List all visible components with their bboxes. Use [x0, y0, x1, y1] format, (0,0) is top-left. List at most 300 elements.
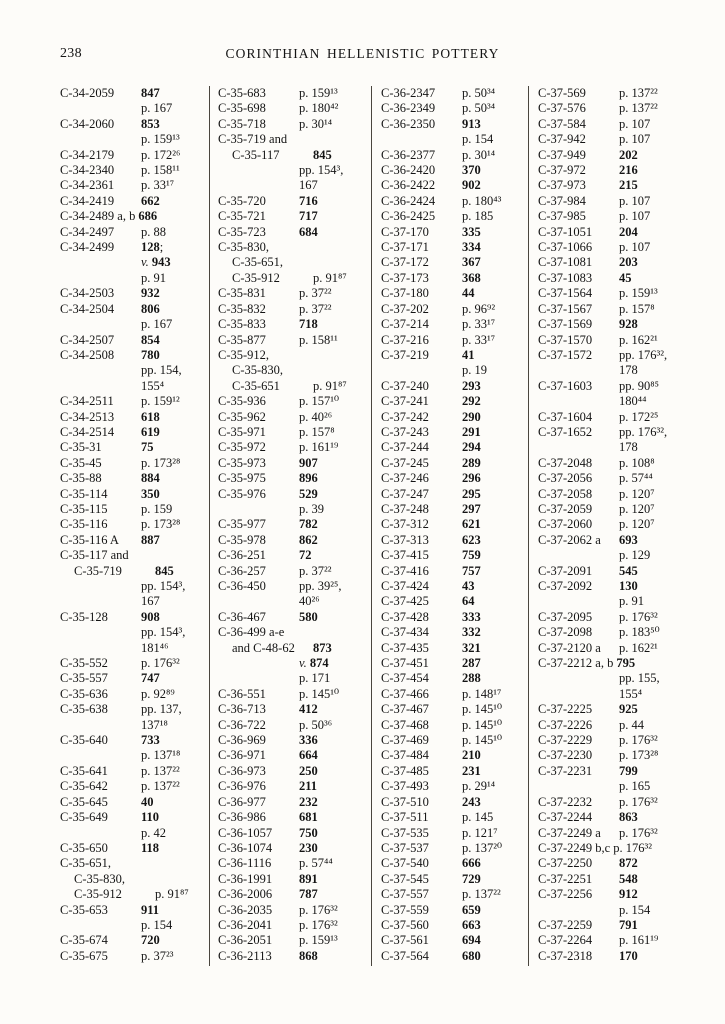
entry-catalog-number: 693 [619, 532, 638, 547]
entry-page-ref: pp. 155, [619, 671, 660, 686]
entry-page-ref: p. 171 [299, 671, 331, 686]
entry-row [60, 271, 209, 286]
entry-id: C-35-721 [218, 209, 266, 224]
concordance-column-2 [209, 86, 371, 966]
entry-id: C-36-2113 [218, 948, 272, 963]
entry-page-ref: p. 137²² [619, 86, 658, 100]
entry-catalog-number: 287 [462, 656, 481, 671]
entry-row [381, 733, 528, 748]
entry-row [538, 841, 675, 856]
entry-page-ref: p. 158¹¹ [299, 332, 338, 347]
entry-row [218, 610, 371, 625]
entry-id [218, 163, 299, 178]
entry-catalog-number: 686 [138, 209, 158, 224]
entry-page-ref: 167 [299, 178, 318, 193]
entry-page-ref: p. 120⁷ [619, 517, 655, 532]
entry-row [60, 348, 209, 363]
entry-page-ref: p. 157⁸ [619, 301, 655, 316]
entry-id: C-37-240 [381, 378, 429, 393]
entry-row [381, 471, 528, 486]
entry-row [60, 225, 209, 240]
entry-row [538, 795, 675, 810]
entry-row [381, 456, 528, 471]
entry-page-ref: p. 154 [462, 132, 494, 147]
entry-row [218, 872, 371, 887]
entry-catalog-number: 662 [141, 193, 160, 208]
entry-id [538, 903, 619, 918]
entry-row [218, 394, 371, 409]
entry-row [60, 918, 209, 933]
entry-id: C-36-2051 [218, 933, 273, 948]
entry-page-ref: p. 19 [462, 363, 487, 378]
entry-id: C-36-2006 [218, 887, 273, 902]
entry-catalog-number: 128; [141, 240, 164, 255]
entry-row [218, 317, 371, 332]
entry-id [538, 671, 619, 686]
entry-page-ref: p. 137¹⁸ [141, 748, 181, 763]
entry-row [538, 533, 675, 548]
entry-catalog-number: 925 [619, 702, 638, 717]
entry-catalog-number: 887 [141, 532, 160, 547]
entry-page-ref: p. 145¹⁰ [299, 686, 340, 701]
entry-page-ref: pp. 154³, [141, 579, 186, 593]
entry-row [60, 425, 209, 440]
entry-row [381, 610, 528, 625]
concordance-column-1 [60, 86, 209, 966]
entry-id: C-35-833 [218, 317, 266, 332]
entry-id: C-35-719 and [218, 132, 288, 147]
entry-id: C-37-1604 [538, 409, 593, 424]
entry-row [60, 949, 209, 964]
entry-row [381, 255, 528, 270]
entry-page-ref: 178 [619, 363, 638, 378]
entry-id: C-35-640 [60, 733, 108, 748]
entry-catalog-number: 250 [299, 763, 318, 778]
entry-catalog-number: 290 [462, 409, 481, 424]
entry-row [381, 425, 528, 440]
entry-id [538, 687, 619, 702]
entry-row [538, 286, 675, 301]
entry-row [218, 517, 371, 532]
entry-row [538, 702, 675, 717]
entry-row [60, 502, 209, 517]
entry-catalog-number: 863 [619, 810, 638, 825]
entry-row [381, 502, 528, 517]
entry-id: C-35-831 [218, 286, 266, 301]
entry-page-ref: p. 50³⁴ [462, 101, 496, 116]
entry-id: C-37-561 [381, 933, 429, 948]
entry-catalog-number: 333 [462, 609, 481, 624]
entry-id: C-36-977 [218, 794, 266, 809]
entry-id [538, 548, 619, 563]
entry-catalog-number: 845 [313, 147, 332, 162]
entry-id: C-37-313 [381, 532, 429, 547]
entry-id: C-35-830, [232, 363, 284, 378]
entry-id: C-36-1057 [218, 825, 273, 840]
entry-id: C-37-535 [381, 825, 429, 840]
entry-id: C-36-2041 [218, 917, 273, 932]
entry-catalog-number: 847 [141, 86, 160, 100]
entry-catalog-number: 294 [462, 440, 481, 455]
entry-row [381, 826, 528, 841]
entry-id: C-37-1570 [538, 332, 593, 347]
entry-id: C-35-636 [60, 686, 108, 701]
entry-row [381, 410, 528, 425]
entry-row [218, 810, 371, 825]
entry-catalog-number: 684 [299, 224, 318, 239]
entry-row [218, 240, 371, 255]
entry-row [381, 687, 528, 702]
entry-catalog-number: 853 [141, 116, 160, 131]
entry-catalog-number: 782 [299, 517, 318, 532]
entry-row [538, 255, 675, 270]
entry-row [60, 132, 209, 147]
entry-id: C-37-2120 a [538, 640, 601, 655]
entry-row [218, 949, 371, 964]
entry-id: C-35-651, [232, 255, 284, 270]
entry-id: C-35-936 [218, 394, 266, 409]
entry-id: C-35-128 [60, 609, 108, 624]
entry-id [218, 656, 299, 671]
entry-id: C-37-1567 [538, 301, 593, 316]
entry-id: C-34-2179 [60, 147, 115, 162]
entry-row [538, 579, 675, 594]
entry-page-ref: p. 145¹⁰ [462, 702, 503, 717]
entry-row [381, 810, 528, 825]
entry-row [60, 548, 209, 563]
entry-row [60, 872, 209, 887]
entry-id: C-36-1991 [218, 871, 273, 886]
entry-page-ref: p. 145¹⁰ [462, 717, 503, 732]
entry-id: C-37-467 [381, 702, 429, 717]
entry-id [381, 363, 462, 378]
entry-row [60, 810, 209, 825]
entry-id: C-35-117 and [60, 548, 129, 563]
entry-catalog-number: 902 [462, 178, 481, 193]
entry-id: C-34-2504 [60, 301, 115, 316]
entry-catalog-number: 907 [299, 455, 318, 470]
entry-row [60, 209, 209, 224]
entry-id [60, 363, 141, 378]
entry-id: C-37-2226 [538, 717, 593, 732]
entry-row [538, 117, 675, 132]
entry-page-ref: 155⁴ [141, 378, 165, 393]
entry-page-ref: p. 176³² [613, 840, 652, 855]
entry-row [381, 317, 528, 332]
entry-id: C-36-1074 [218, 840, 273, 855]
entry-page-ref: p. 161¹⁹ [299, 440, 339, 455]
entry-id: C-35-832 [218, 301, 266, 316]
entry-catalog-number: 216 [619, 163, 638, 178]
entry-row [381, 656, 528, 671]
entry-row [538, 209, 675, 224]
entry-catalog-number: 367 [462, 255, 481, 270]
entry-row [60, 194, 209, 209]
entry-page-ref: p. 157¹⁰ [299, 394, 340, 409]
entry-catalog-number: 747 [141, 671, 160, 686]
entry-id: C-35-675 [60, 948, 108, 963]
entry-row [538, 348, 675, 363]
entry-id: C-37-2256 [538, 887, 593, 902]
entry-id [60, 255, 141, 270]
entry-id [218, 502, 299, 517]
entry-row [381, 671, 528, 686]
entry-row [538, 101, 675, 116]
entry-row [381, 764, 528, 779]
entry-page-ref: p. 108⁸ [619, 455, 655, 470]
entry-catalog-number: 891 [299, 871, 318, 886]
entry-id: C-34-2508 [60, 347, 115, 362]
entry-page-ref: pp. 154³, [299, 163, 344, 178]
entry-id [60, 579, 141, 594]
entry-catalog-number: 716 [299, 193, 318, 208]
entry-row [381, 194, 528, 209]
entry-catalog-number: 854 [141, 332, 160, 347]
entry-id: C-37-2091 [538, 563, 593, 578]
entry-page-ref: p. 145 [462, 810, 494, 825]
entry-row [218, 795, 371, 810]
entry-id: C-37-2062 a [538, 532, 601, 547]
entry-id: C-35-723 [218, 224, 266, 239]
entry-page-ref: p. 165 [619, 779, 651, 794]
entry-id: C-34-2511 [60, 394, 114, 409]
entry-row [381, 625, 528, 640]
entry-page-ref: p. 33¹⁷ [462, 332, 496, 347]
entry-row [381, 641, 528, 656]
entry-id: C-35-117 [232, 147, 280, 162]
entry-page-ref: 180⁴⁴ [619, 394, 647, 409]
entry-page-ref: p. 37²² [299, 301, 332, 316]
entry-page-ref: p. 29¹⁴ [462, 779, 496, 794]
entry-catalog-number: 580 [299, 609, 318, 624]
entry-id: C-37-247 [381, 486, 429, 501]
entry-id: C-36-969 [218, 733, 266, 748]
entry-id: C-35-651, [60, 856, 112, 871]
entry-id: C-37-214 [381, 317, 429, 332]
entry-id: C-37-416 [381, 563, 429, 578]
entry-id: C-35-641 [60, 763, 108, 778]
entry-catalog-number: 43 [462, 579, 475, 593]
entry-id: C-36-2425 [381, 209, 436, 224]
entry-row [538, 671, 675, 686]
entry-catalog-number: 911 [141, 902, 160, 917]
entry-row [538, 718, 675, 733]
entry-page-ref: p. 91⁸⁷ [313, 378, 347, 393]
entry-id: C-35-975 [218, 471, 266, 486]
entry-id: C-37-435 [381, 640, 429, 655]
entry-row [538, 471, 675, 486]
entry-page-ref: p. 159 [141, 501, 173, 516]
entry-row [60, 594, 209, 609]
entry-row [218, 856, 371, 871]
entry-id: C-37-484 [381, 748, 429, 763]
entry-row [381, 579, 528, 594]
entry-row [381, 333, 528, 348]
entry-row [218, 86, 371, 101]
entry-catalog-number: 297 [462, 501, 481, 516]
entry-catalog-number: 720 [141, 933, 160, 948]
entry-id: C-37-2056 [538, 471, 593, 486]
entry-catalog-number: 230 [299, 840, 318, 855]
entry-id: C-35-116 [60, 517, 108, 532]
entry-row [538, 132, 675, 147]
entry-id: C-37-560 [381, 917, 429, 932]
entry-row [60, 517, 209, 532]
entry-id: C-35-973 [218, 455, 266, 470]
entry-page-ref: pp. 137, [141, 702, 182, 717]
entry-row [381, 779, 528, 794]
entry-catalog-number: 232 [299, 794, 318, 809]
entry-id: C-35-115 [60, 501, 108, 516]
entry-id: C-37-537 [381, 840, 429, 855]
entry-id [60, 132, 141, 147]
entry-catalog-number: 296 [462, 471, 481, 486]
entry-catalog-number: 896 [299, 471, 318, 486]
entry-row [218, 456, 371, 471]
entry-page-ref: p. 159¹³ [141, 132, 180, 147]
entry-id: C-36-257 [218, 563, 266, 578]
entry-page-ref: p. 39 [299, 501, 324, 516]
entry-id [538, 440, 619, 455]
entry-row [218, 671, 371, 686]
entry-id: C-37-469 [381, 733, 429, 748]
entry-page-ref: p. 107 [619, 240, 651, 255]
entry-id: C-37-312 [381, 517, 429, 532]
entry-page-ref: p. 57⁴⁴ [299, 856, 333, 871]
entry-id [381, 132, 462, 147]
entry-row [381, 286, 528, 301]
entry-row [60, 379, 209, 394]
entry-id: C-36-2422 [381, 178, 436, 193]
entry-id [60, 826, 141, 841]
vide-prefix: v. [299, 656, 310, 671]
entry-catalog-number: 759 [462, 548, 481, 563]
entry-page-ref: p. 162²¹ [619, 640, 658, 655]
entry-row [381, 132, 528, 147]
entry-row [538, 517, 675, 532]
entry-id: C-35-651 [232, 378, 280, 393]
entry-row [60, 733, 209, 748]
entry-page-ref: p. 57⁴⁴ [619, 471, 653, 486]
entry-id: C-34-2514 [60, 424, 115, 439]
entry-id: C-37-510 [381, 794, 429, 809]
entry-id [538, 779, 619, 794]
entry-catalog-number: 729 [462, 871, 481, 886]
entry-id [60, 748, 141, 763]
entry-catalog-number: 288 [462, 671, 481, 686]
page-number: 238 [60, 46, 82, 61]
entry-row [381, 887, 528, 902]
entry-page-ref: p. 120⁷ [619, 501, 655, 516]
entry-id: C-37-584 [538, 116, 586, 131]
entry-row [218, 841, 371, 856]
entry-row [538, 425, 675, 440]
entry-catalog-number: 332 [462, 625, 481, 640]
entry-row [381, 517, 528, 532]
entry-page-ref: p. 176³² [299, 917, 338, 932]
entry-row [60, 656, 209, 671]
entry-row [381, 178, 528, 193]
entry-row [538, 733, 675, 748]
entry-row [381, 379, 528, 394]
entry-row [538, 949, 675, 964]
entry-id: C-35-877 [218, 332, 266, 347]
entry-catalog-number: 681 [299, 810, 318, 825]
entry-page-ref: p. 176³² [619, 609, 658, 624]
entry-row [538, 86, 675, 101]
entry-row [60, 487, 209, 502]
entry-row [218, 194, 371, 209]
entry-row [218, 656, 371, 671]
entry-id: and C-48-62 [232, 640, 295, 655]
entry-row [60, 641, 209, 656]
entry-row [538, 656, 675, 671]
entry-page-ref: p. 137²² [619, 101, 658, 116]
entry-id: C-36-971 [218, 748, 266, 763]
entry-page-ref: p. 161¹⁹ [619, 933, 659, 948]
concordance-column-3 [371, 86, 528, 966]
entry-row [218, 101, 371, 116]
entry-id: C-37-493 [381, 779, 429, 794]
entry-id: C-37-985 [538, 209, 586, 224]
entry-page-ref: p. 176³² [619, 794, 658, 809]
entry-id [538, 363, 619, 378]
entry-id: C-35-114 [60, 486, 108, 501]
entry-row [381, 394, 528, 409]
entry-id: C-37-241 [381, 394, 429, 409]
entry-row [381, 271, 528, 286]
entry-id [60, 625, 141, 640]
entry-row [218, 163, 371, 178]
entry-page-ref: p. 157⁸ [299, 424, 335, 439]
entry-row [538, 148, 675, 163]
entry-catalog-number: 75 [141, 440, 154, 455]
entry-page-ref: p. 173²⁸ [141, 517, 181, 532]
entry-id: C-37-511 [381, 810, 429, 825]
entry-row [538, 610, 675, 625]
entry-catalog-number: 787 [299, 887, 318, 902]
entry-catalog-number: 912 [619, 887, 638, 902]
entry-page-ref: p. 158¹¹ [141, 163, 180, 178]
entry-id: C-35-912, [218, 347, 270, 362]
entry-id: C-37-485 [381, 763, 429, 778]
entry-row [381, 533, 528, 548]
entry-id: C-34-2499 [60, 240, 115, 255]
entry-catalog-number: 336 [299, 733, 318, 748]
entry-row [538, 856, 675, 871]
entry-id: C-34-2419 [60, 193, 115, 208]
entry-catalog-number: 291 [462, 424, 481, 439]
entry-id: C-34-2060 [60, 116, 115, 131]
entry-page-ref: p. 37²³ [141, 948, 174, 963]
entry-page-ref: p. 129 [619, 548, 651, 563]
entry-row [60, 410, 209, 425]
entry-page-ref: 137¹⁸ [141, 717, 168, 732]
entry-row [538, 764, 675, 779]
entry-page-ref: p. 159¹³ [619, 286, 658, 301]
entry-catalog-number: 806 [141, 301, 160, 316]
entry-row [381, 225, 528, 240]
entry-row [218, 502, 371, 517]
entry-id: C-36-2349 [381, 101, 436, 116]
entry-id: C-35-674 [60, 933, 108, 948]
entry-row [218, 887, 371, 902]
entry-page-ref: p. 159¹³ [299, 86, 338, 100]
entry-row [218, 533, 371, 548]
entry-row [218, 903, 371, 918]
entry-id: C-36-1116 [218, 856, 272, 871]
entry-row [538, 918, 675, 933]
